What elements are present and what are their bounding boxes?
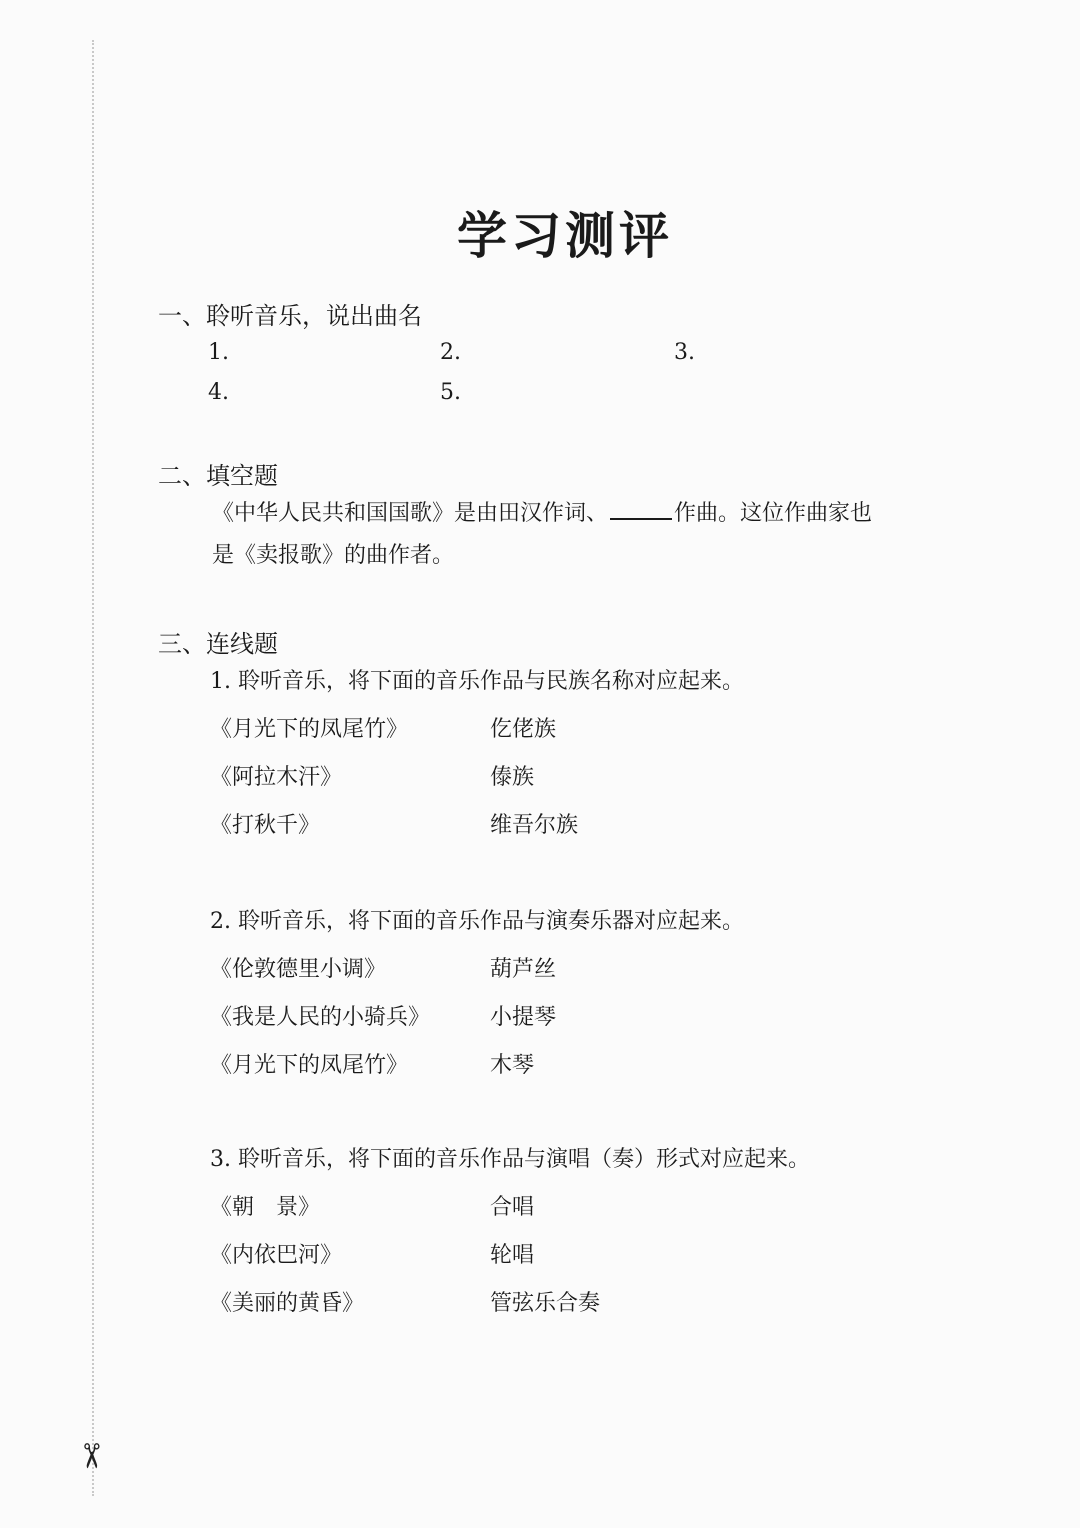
q2-instrument-2[interactable]: 小提琴: [490, 1005, 557, 1030]
q2-work-2[interactable]: 《我是人民的小骑兵》: [210, 1005, 431, 1030]
fill-blank-line2: 是《卖报歌》的曲作者。: [212, 543, 455, 568]
scissors-icon: ✂: [70, 1441, 111, 1471]
q3-form-3[interactable]: 管弦乐合奏: [490, 1291, 601, 1316]
q3-work-1[interactable]: 《朝 景》: [210, 1195, 321, 1220]
section3-heading: 三、连线题: [158, 630, 278, 658]
q1-prompt: 1. 聆听音乐，将下面的音乐作品与民族名称对应起来。: [210, 669, 744, 694]
answer-number-4: 4.: [208, 380, 229, 405]
answer-number-1: 1.: [208, 340, 229, 365]
q1-ethnic-1[interactable]: 仡佬族: [490, 717, 557, 742]
q2-instrument-3[interactable]: 木琴: [490, 1053, 535, 1078]
q3-form-2[interactable]: 轮唱: [490, 1243, 535, 1268]
section2-heading: 二、填空题: [158, 462, 278, 490]
answer-number-3: 3.: [674, 340, 695, 365]
q2-work-3[interactable]: 《月光下的凤尾竹》: [210, 1053, 409, 1078]
q3-form-1[interactable]: 合唱: [490, 1195, 535, 1220]
q1-work-3[interactable]: 《打秋千》: [210, 813, 321, 838]
answer-number-5: 5.: [440, 380, 461, 405]
answer-number-2: 2.: [440, 340, 461, 365]
q1-work-1[interactable]: 《月光下的凤尾竹》: [210, 717, 409, 742]
q2-prompt: 2. 聆听音乐，将下面的音乐作品与演奏乐器对应起来。: [210, 909, 744, 934]
fill-blank-answer[interactable]: [610, 496, 672, 520]
q2-work-1[interactable]: 《伦敦德里小调》: [210, 957, 387, 982]
q1-ethnic-3[interactable]: 维吾尔族: [490, 813, 579, 838]
q3-prompt: 3. 聆听音乐，将下面的音乐作品与演唱（奏）形式对应起来。: [210, 1147, 810, 1172]
q1-ethnic-2[interactable]: 傣族: [490, 765, 535, 790]
fill-blank-text-after: 作曲。这位作曲家也: [674, 501, 873, 526]
q3-work-3[interactable]: 《美丽的黄昏》: [210, 1291, 365, 1316]
q1-work-2[interactable]: 《阿拉木汗》: [210, 765, 343, 790]
page-title: 学习测评: [457, 206, 673, 265]
q3-work-2[interactable]: 《内依巴河》: [210, 1243, 343, 1268]
fill-blank-line1: [212, 496, 872, 527]
fill-blank-text-before: 《中华人民共和国国歌》是由田汉作词、: [212, 501, 609, 526]
section1-heading: 一、聆听音乐，说出曲名: [158, 302, 422, 330]
q2-instrument-1[interactable]: 葫芦丝: [490, 957, 557, 982]
